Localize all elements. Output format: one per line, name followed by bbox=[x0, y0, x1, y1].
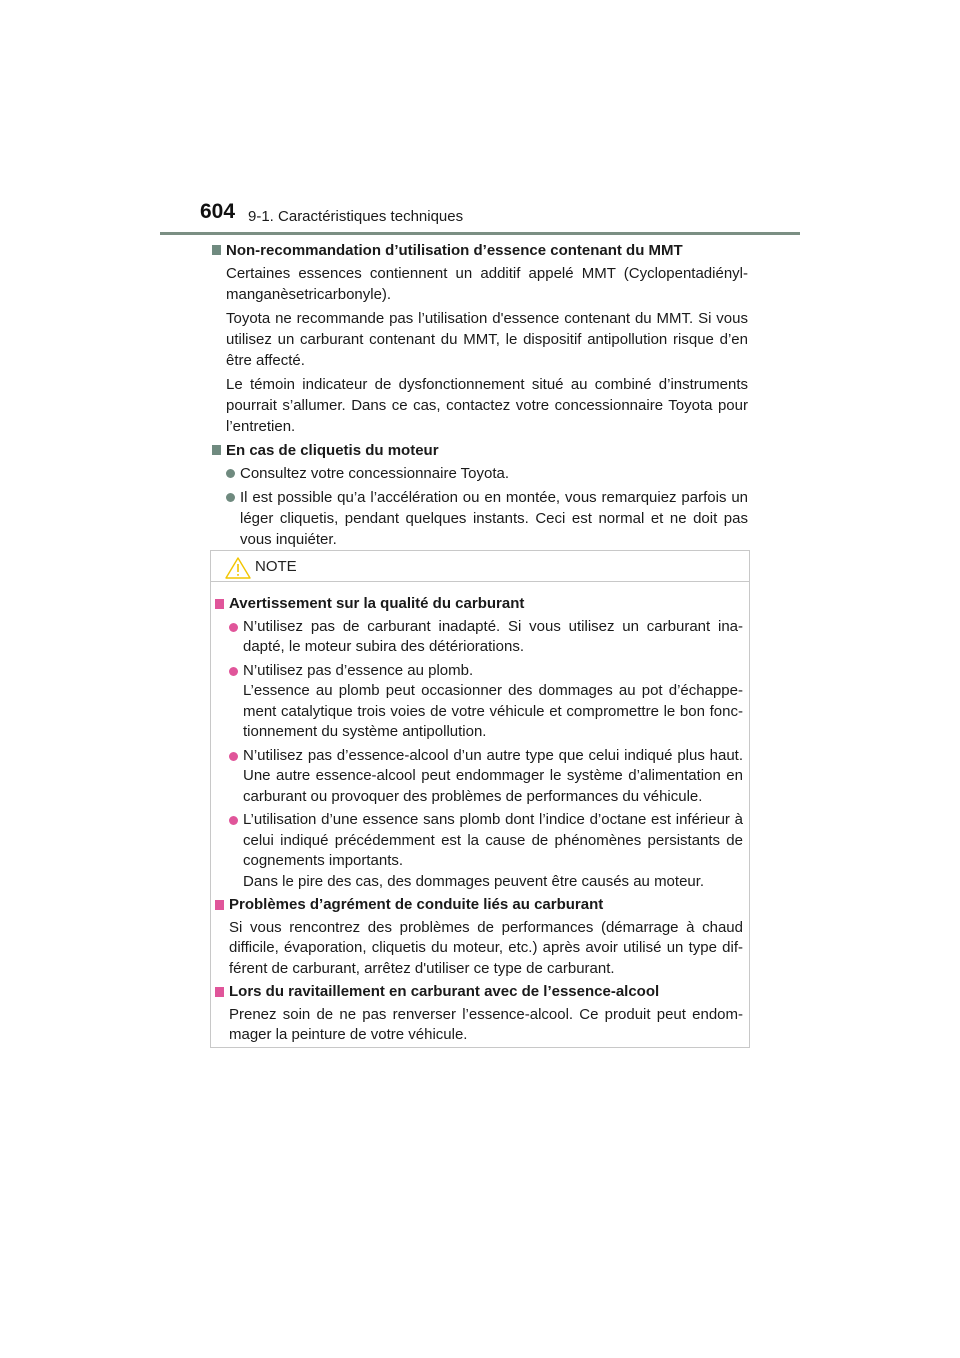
mmt-heading-text: Non-recommandation d’utilisation d’essence contenant du MMT bbox=[226, 242, 683, 259]
note-paragraph-driveability: Si vous rencontrez des problèmes de performances (démarrage à chaud difficile, évaporation, cliquetis du moteur, etc.) après avoir utilisé un type dif-férent de carburant, arrêtez d'utiliser ce type de carburant. bbox=[229, 918, 743, 977]
square-bullet-icon bbox=[212, 445, 221, 455]
main-content bbox=[212, 240, 748, 553]
circle-bullet-icon bbox=[226, 493, 235, 502]
note-header bbox=[211, 551, 749, 582]
note-bullet-3: N’utilisez pas d’essence-alcool d’un autre type que celui indiqué plus haut. Une autre essence-alcool peut endommager le système d’alimentation en carburant ou provoquer des problèmes de performances du véhicule. bbox=[243, 746, 743, 805]
knock-heading bbox=[212, 440, 748, 461]
circle-bullet-icon bbox=[229, 667, 238, 676]
note-heading-refueling bbox=[215, 982, 743, 1003]
square-bullet-icon bbox=[212, 245, 221, 255]
warning-triangle-icon bbox=[225, 557, 251, 579]
list-item bbox=[212, 487, 748, 550]
circle-bullet-icon bbox=[229, 623, 238, 632]
mmt-heading bbox=[212, 240, 748, 261]
square-bullet-icon bbox=[215, 900, 224, 910]
note-heading-text: Avertissement sur la qualité du carburant bbox=[229, 595, 525, 612]
note-heading-text: Problèmes d’agrément de conduite liés au carburant bbox=[229, 896, 604, 913]
circle-bullet-icon bbox=[229, 816, 238, 825]
note-content bbox=[211, 582, 749, 1046]
note-bullet-1: N’utilisez pas de carburant inadapté. Si vous utilisez un carburant ina-dapté, le moteur subira des détériorations. bbox=[243, 617, 743, 655]
note-heading-text: Lors du ravitaillement en carburant avec de l’essence-alcool bbox=[229, 983, 660, 1000]
mmt-paragraph-2: Toyota ne recommande pas l’utilisation d'essence contenant du MMT. Si vous utilisez un carburant contenant du MMT, le dispositif antipollution risque d’en être affecté. bbox=[226, 310, 748, 369]
section-title: 9-1. Caractéristiques techniques bbox=[248, 208, 464, 225]
note-bullet-2-line-2: L’essence au plomb peut occasionner des dommages au pot d’échappe-ment catalytique trois voies de votre véhicule et compromettre le bon fonc-tionnement du système antipollution. bbox=[243, 682, 743, 740]
page-number: 604 bbox=[200, 200, 236, 223]
list-item bbox=[215, 810, 743, 892]
mmt-paragraph-3: Le témoin indicateur de dysfonctionnement situé au combiné d’instruments pourrait s’allumer. Dans ce cas, contactez votre concessionnaire Toyota pour l’entretien. bbox=[226, 376, 748, 435]
square-bullet-icon bbox=[215, 599, 224, 609]
list-item bbox=[212, 463, 748, 484]
note-heading-fuel-quality bbox=[215, 594, 743, 615]
header-rule bbox=[160, 232, 800, 235]
list-item bbox=[215, 746, 743, 808]
list-item bbox=[215, 617, 743, 658]
mmt-paragraph-1: Certaines essences contiennent un additif appelé MMT (Cyclopentadiényl-manganèsetricarbonyle). bbox=[226, 265, 748, 303]
note-heading-driveability bbox=[215, 895, 743, 916]
note-bullet-2-line-1: N’utilisez pas d’essence au plomb. bbox=[243, 661, 474, 679]
note-label: NOTE bbox=[255, 558, 297, 575]
circle-bullet-icon bbox=[229, 752, 238, 761]
circle-bullet-icon bbox=[226, 469, 235, 478]
note-bullet-4-line-2: Dans le pire des cas, des dommages peuvent être causés au moteur. bbox=[243, 872, 705, 890]
note-bullet-4-line-1: L’utilisation d’une essence sans plomb dont l’indice d’octane est inférieur à celui indiqué précédemment est la cause de phénomènes persistants de cognements importants. bbox=[243, 811, 743, 869]
square-bullet-icon bbox=[215, 987, 224, 997]
note-paragraph-refueling: Prenez soin de ne pas renverser l’essence-alcool. Ce produit peut endom-mager la peinture de votre véhicule. bbox=[229, 1005, 743, 1043]
list-item bbox=[215, 661, 743, 743]
knock-bullet-2: Il est possible qu’a l’accélération ou en montée, vous remarquiez parfois un léger cliquetis, pendant quelques instants. Ceci est normal et ne doit pas vous inquiéter. bbox=[240, 489, 748, 548]
knock-bullet-1: Consultez votre concessionnaire Toyota. bbox=[240, 465, 510, 482]
knock-heading-text: En cas de cliquetis du moteur bbox=[226, 442, 439, 459]
note-box bbox=[210, 550, 750, 1048]
